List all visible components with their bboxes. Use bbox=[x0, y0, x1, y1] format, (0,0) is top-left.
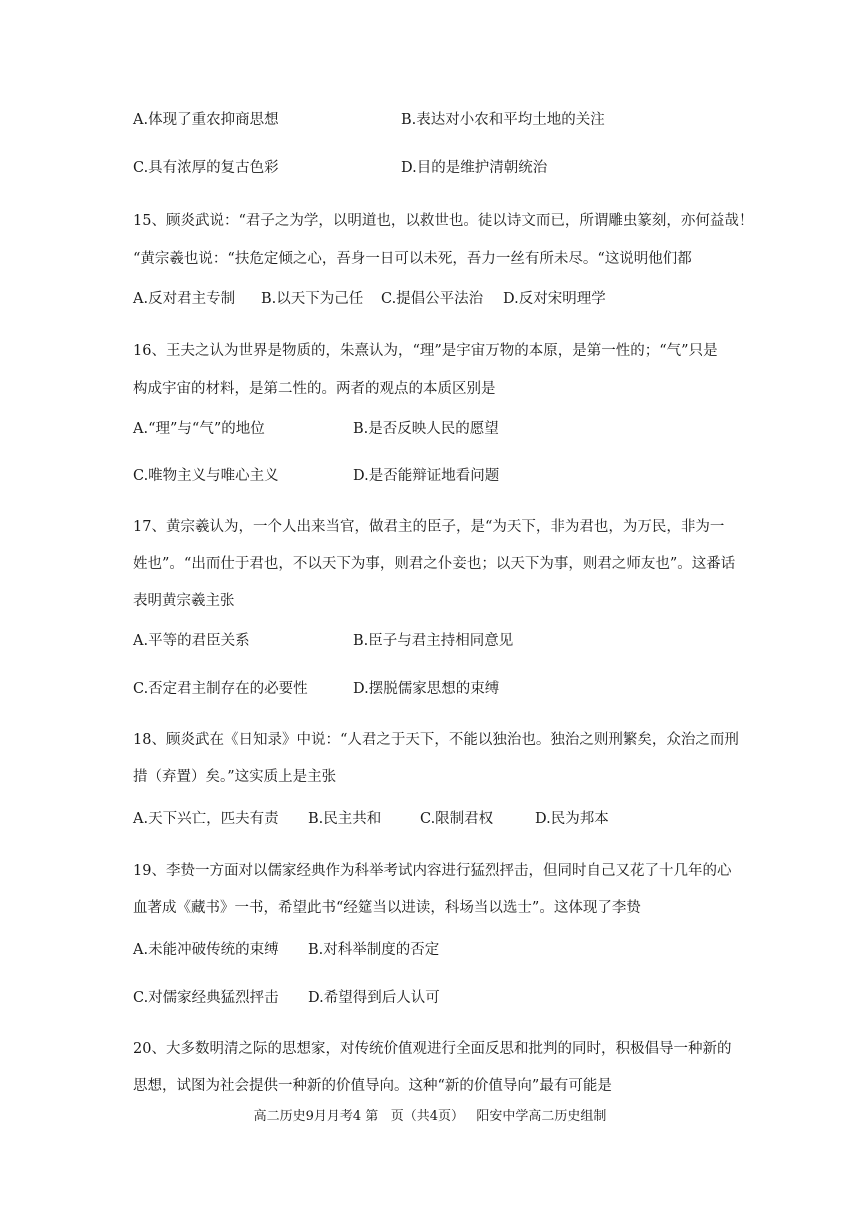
q15-line-1: 15、顾炎武说：“君子之为学，以明道也，以救世也。徒以诗文而已，所谓雕虫篆刻，亦何益哉！ bbox=[133, 213, 754, 229]
q17-option-c: C.否定君主制存在的必要性 bbox=[133, 681, 308, 697]
q16-line-2: 构成宇宙的材料，是第二性的。两者的观点的本质区别是 bbox=[133, 381, 496, 397]
q18-line-2: 措（弃置）矣。”这实质上是主张 bbox=[133, 769, 337, 785]
q18-option-d: D.民为邦本 bbox=[535, 811, 609, 827]
q15-option-d: D.反对宋明理学 bbox=[503, 291, 606, 307]
q18-stem bbox=[133, 722, 769, 796]
q15-line-2: “黄宗羲也说：“扶危定倾之心，吾身一日可以未死，吾力一丝有所未尽。“这说明他们都 bbox=[133, 251, 692, 267]
q15-option-c: C.提倡公平法治 bbox=[381, 291, 484, 307]
q17-line-3: 表明黄宗羲主张 bbox=[133, 593, 235, 609]
q15-option-b: B.以天下为己任 bbox=[261, 291, 364, 307]
q17-option-b: B.臣子与君主持相同意见 bbox=[353, 633, 514, 649]
q18-option-b: B.民主共和 bbox=[308, 811, 382, 827]
q19-line-2: 血著成《藏书》一书，希望此书“经筵当以进读，科场当以选士”。这体现了李贽 bbox=[133, 900, 641, 916]
q20-line-1: 20、大多数明清之际的思想家，对传统价值观进行全面反思和批判的同时，积极倡导一种新的 bbox=[133, 1041, 732, 1057]
q16-option-b: B.是否反映人民的愿望 bbox=[353, 421, 499, 437]
q19-option-a: A.未能冲破传统的束缚 bbox=[133, 942, 279, 958]
q16-option-c: C.唯物主义与唯心主义 bbox=[133, 468, 279, 484]
q18-line-1: 18、顾炎武在《日知录》中说：“人君之于天下，不能以独治也。独治之则刑繁矣，众治之而刑 bbox=[133, 732, 739, 748]
q14-option-d: D.目的是维护清朝统治 bbox=[401, 160, 548, 176]
q18-option-c: C.限制君权 bbox=[420, 811, 494, 827]
q20-line-2: 思想，试图为社会提供一种新的价值导向。这种“新的价值导向”最有可能是 bbox=[133, 1078, 612, 1094]
q19-line-1: 19、李贽一方面对以儒家经典作为科举考试内容进行猛烈抨击，但同时自己又花了十几年的心 bbox=[133, 863, 732, 879]
q17-line-2: 姓也”。“出而仕于君也，不以天下为事，则君之仆妾也；以天下为事，则君之师友也”。这番话 bbox=[133, 556, 736, 572]
q15-option-a: A.反对君主专制 bbox=[133, 291, 236, 307]
q14-option-a: A.体现了重农抑商思想 bbox=[133, 112, 279, 128]
q19-stem bbox=[133, 853, 769, 927]
q14-option-b: B.表达对小农和平均土地的关注 bbox=[401, 112, 605, 128]
q17-stem bbox=[133, 509, 769, 620]
q20-stem bbox=[133, 1031, 769, 1105]
q18-option-a: A.天下兴亡，匹夫有责 bbox=[133, 811, 279, 827]
q19-option-c: C.对儒家经典猛烈抨击 bbox=[133, 990, 279, 1006]
q14-option-c: C.具有浓厚的复古色彩 bbox=[133, 160, 279, 176]
q17-option-a: A.平等的君臣关系 bbox=[133, 633, 250, 649]
q19-option-b: B.对科举制度的否定 bbox=[308, 942, 440, 958]
q17-line-1: 17、黄宗羲认为，一个人出来当官，做君主的臣子，是“为天下，非为君也，为万民，非为一 bbox=[133, 519, 725, 535]
q19-option-d: D.希望得到后人认可 bbox=[308, 990, 440, 1006]
q16-stem bbox=[133, 332, 769, 408]
q15-stem bbox=[133, 201, 769, 279]
page-footer: 高二历史9月月考4 第 页（共4页） 阳安中学高二历史组制 bbox=[253, 1109, 607, 1124]
q16-line-1: 16、王夫之认为世界是物质的，朱熹认为，“理”是宇宙万物的本原，是第一性的；“气”只是 bbox=[133, 343, 718, 359]
q17-option-d: D.摆脱儒家思想的束缚 bbox=[353, 681, 500, 697]
q16-option-d: D.是否能辩证地看问题 bbox=[353, 468, 500, 484]
q16-option-a: A.“理”与“气”的地位 bbox=[133, 421, 265, 437]
